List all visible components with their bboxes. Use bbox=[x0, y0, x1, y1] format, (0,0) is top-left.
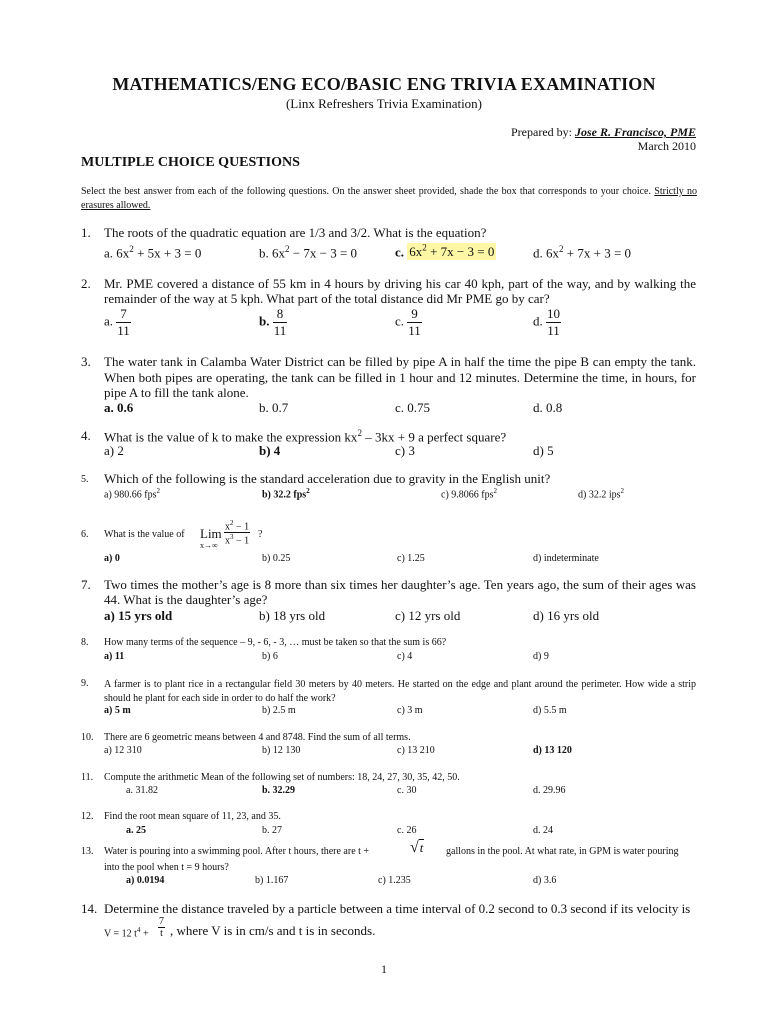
q2-c-fraction bbox=[407, 306, 422, 339]
q6-option-a: a) 0 bbox=[104, 553, 120, 564]
q13-option-b: b) 1.167 bbox=[255, 875, 289, 886]
q10-option-b: b) 12 130 bbox=[262, 745, 301, 756]
q7-option-b: b) 18 yrs old bbox=[259, 608, 326, 623]
q6-option-b: b) 0.25 bbox=[262, 553, 291, 564]
q2-a-den: 11 bbox=[117, 323, 130, 338]
q14-number: 14. bbox=[81, 901, 98, 916]
q6-fraction bbox=[224, 519, 250, 547]
q4-text bbox=[104, 428, 506, 445]
q2-text: Mr. PME covered a distance of 55 km in 4 hours by driving his car 40 kph, part of the way, and by walking the remainder of the way at 5 kph. What part of the total distance did Mr PME go by car? bbox=[104, 276, 696, 306]
q14-f-num: 7 bbox=[159, 916, 164, 927]
q1-text: The roots of the quadratic equation are 1/3 and 3/2. What is the equation? bbox=[104, 225, 487, 240]
q1-d-exp: 2 bbox=[559, 244, 564, 254]
q5-d-exp: 2 bbox=[620, 487, 624, 495]
q4-option-c: c) 3 bbox=[395, 443, 415, 458]
q6-num-exp: 2 bbox=[230, 519, 234, 527]
q5-option-d bbox=[578, 487, 624, 500]
q2-d-label: d. bbox=[533, 313, 543, 329]
q14-v-post: , where V is in cm/s and t is in seconds. bbox=[170, 923, 376, 938]
prepared-label: Prepared by: bbox=[511, 125, 575, 139]
q1-option-c bbox=[395, 243, 496, 260]
q6-denominator bbox=[224, 533, 250, 546]
q10-option-d: d) 13 120 bbox=[533, 745, 572, 756]
q13-text-post: gallons in the pool. At what rate, in GPM is water pouring bbox=[446, 846, 679, 857]
q8-option-b: b) 6 bbox=[262, 651, 278, 662]
q1-a-label: a. bbox=[104, 245, 114, 261]
q9-option-c: c) 3 m bbox=[397, 705, 423, 716]
q6-den-exp: 3 bbox=[230, 533, 234, 542]
q14-v-exp: 4 bbox=[136, 926, 141, 934]
q5-d-text: d) 32.2 ips bbox=[578, 489, 621, 501]
q13-number: 13. bbox=[81, 846, 94, 857]
q11-text: Compute the arithmetic Mean of the following set of numbers: 18, 24, 27, 30, 35, 42, 50. bbox=[104, 772, 460, 783]
q3-option-a: a. 0.6 bbox=[104, 400, 134, 415]
q2-b-num: 8 bbox=[273, 306, 288, 323]
q2-a-num: 7 bbox=[116, 306, 131, 323]
exam-title: MATHEMATICS/ENG ECO/BASIC ENG TRIVIA EXAMINATION bbox=[112, 74, 656, 94]
q3-option-b: b. 0.7 bbox=[259, 400, 289, 415]
q14-velocity-formula bbox=[104, 926, 149, 939]
q6-option-c: c) 1.25 bbox=[397, 553, 425, 564]
q13-text-2: into the pool when t = 9 hours? bbox=[104, 862, 229, 873]
q2-c-num: 9 bbox=[407, 306, 422, 323]
q1-option-b bbox=[259, 244, 357, 261]
q8-text: How many terms of the sequence – 9, - 6, - 3, … must be taken so that the sum is 66? bbox=[104, 637, 447, 648]
q2-option-c bbox=[395, 306, 422, 339]
q9-option-d: d) 5.5 m bbox=[533, 705, 567, 716]
q4-text-pre: What is the value of k to make the expression kx bbox=[104, 429, 358, 445]
q10-option-c: c) 13 210 bbox=[397, 745, 435, 756]
q12-text: Find the root mean square of 11, 23, and 35. bbox=[104, 811, 281, 822]
q9-option-b: b) 2.5 m bbox=[262, 705, 296, 716]
q2-option-d bbox=[533, 306, 561, 339]
q5-b-exp: 2 bbox=[306, 487, 310, 495]
q2-c-label: c. bbox=[395, 313, 405, 329]
prepared-by bbox=[511, 125, 696, 140]
q11-option-b: b. 32.29 bbox=[262, 785, 296, 796]
q6-text: What is the value of bbox=[104, 529, 185, 540]
q5-option-a bbox=[104, 487, 160, 500]
q8-number: 8. bbox=[81, 637, 89, 648]
q7-option-a: a) 15 yrs old bbox=[104, 608, 173, 623]
q2-a-label: a. bbox=[104, 313, 114, 329]
q1-option-d bbox=[533, 244, 631, 261]
q1-d-pre: 6x bbox=[546, 245, 559, 261]
section-title: MULTIPLE CHOICE QUESTIONS bbox=[81, 155, 300, 170]
q1-a-post: + 5x + 3 = 0 bbox=[133, 245, 202, 261]
q5-c-text: c) 9.8066 fps bbox=[441, 489, 494, 501]
q4-option-d: d) 5 bbox=[533, 443, 554, 458]
q4-number: 4. bbox=[81, 428, 91, 443]
q4-option-a: a) 2 bbox=[104, 443, 124, 458]
q12-option-c: c. 26 bbox=[397, 825, 417, 836]
q11-option-a: a. 31.82 bbox=[126, 785, 158, 796]
q5-a-text: a) 980.66 fps bbox=[104, 489, 157, 501]
q10-number: 10. bbox=[81, 732, 94, 743]
q6-numerator bbox=[224, 519, 250, 533]
q6-question-mark: ? bbox=[258, 529, 263, 540]
q1-c-label: c. bbox=[395, 244, 405, 260]
q7-option-d: d) 16 yrs old bbox=[533, 608, 600, 623]
q5-text: Which of the following is the standard acceleration due to gravity in the English unit? bbox=[104, 471, 551, 486]
q12-option-a: a. 25 bbox=[126, 825, 146, 836]
q12-number: 12. bbox=[81, 811, 94, 822]
q9-number: 9. bbox=[81, 678, 89, 689]
q13-option-c: c) 1.235 bbox=[378, 875, 411, 886]
q6-num-rest: − 1 bbox=[233, 521, 250, 533]
q2-b-fraction bbox=[273, 306, 288, 339]
instructions bbox=[81, 185, 697, 213]
q6-option-d: d) indeterminate bbox=[533, 553, 599, 564]
q14-fraction bbox=[158, 916, 165, 939]
q5-option-c bbox=[441, 487, 497, 500]
q14-text: Determine the distance traveled by a particle between a time interval of 0.2 second to 0.3 second if its velocity is bbox=[104, 901, 691, 916]
q1-b-post: − 7x − 3 = 0 bbox=[289, 245, 358, 261]
q1-number: 1. bbox=[81, 225, 91, 240]
q1-d-label: d. bbox=[533, 245, 543, 261]
q3-option-d: d. 0.8 bbox=[533, 400, 563, 415]
q13-option-d: d) 3.6 bbox=[533, 875, 557, 886]
q6-lim: Lim bbox=[200, 526, 222, 541]
q11-option-d: d. 29.96 bbox=[533, 785, 566, 796]
q2-d-den: 11 bbox=[547, 323, 560, 338]
q10-text: There are 6 geometric means between 4 and 8748. Find the sum of all terms. bbox=[104, 732, 411, 743]
q13-root: t bbox=[419, 840, 424, 855]
q8-option-d: d) 9 bbox=[533, 651, 549, 662]
q2-d-fraction bbox=[546, 306, 561, 339]
q4-option-b: b) 4 bbox=[259, 443, 281, 458]
q5-a-exp: 2 bbox=[156, 487, 160, 495]
q1-a-pre: 6x bbox=[116, 245, 130, 261]
q1-a-exp: 2 bbox=[129, 244, 134, 254]
q2-d-num: 10 bbox=[547, 306, 560, 321]
q1-b-pre: 6x bbox=[272, 245, 285, 261]
sqrt-icon: √t bbox=[410, 839, 424, 856]
q2-a-fraction bbox=[116, 306, 131, 339]
q4-exp: 2 bbox=[357, 428, 362, 438]
q3-option-c: c. 0.75 bbox=[395, 400, 431, 415]
q7-text: Two times the mother’s age is 8 more than six times her daughter’s age. Ten years ago, the sum of their ages was 44. What is the daughter’s age? bbox=[104, 577, 696, 607]
q1-c-pre: 6x bbox=[409, 244, 423, 260]
q3-text: The water tank in Calamba Water District can be filled by pipe A in half the time the pipe B can empty the tank. When both pipes are operating, the tank can be filled in 1 hour and 12 minutes. Determine the time, in hours, for pipe A to fill the tank alone. bbox=[104, 354, 696, 400]
q1-option-a bbox=[104, 244, 201, 261]
q2-option-b bbox=[259, 306, 287, 339]
q1-c-post: + 7x − 3 = 0 bbox=[426, 244, 495, 260]
q6-limit-fraction bbox=[224, 519, 250, 547]
q2-b-label: b. bbox=[259, 313, 270, 329]
q5-b-text: b) 32.2 fps bbox=[262, 489, 307, 501]
q2-c-den: 11 bbox=[408, 323, 421, 338]
q1-b-exp: 2 bbox=[285, 244, 290, 254]
q5-number: 5. bbox=[81, 474, 89, 485]
q2-option-a bbox=[104, 306, 131, 339]
exam-date: March 2010 bbox=[637, 139, 696, 153]
q11-number: 11. bbox=[81, 772, 94, 783]
q1-d-post: + 7x + 3 = 0 bbox=[563, 245, 632, 261]
q7-option-c: c) 12 yrs old bbox=[395, 608, 461, 623]
q9-text: A farmer is to plant rice in a rectangular field 30 meters by 40 meters. He started on the edge and plant around the perimeter. How wide a strip should he plant for each side in order to do half the work? bbox=[104, 679, 696, 704]
q8-option-a: a) 11 bbox=[104, 651, 125, 662]
q12-option-d: d. 24 bbox=[533, 825, 553, 836]
q6-lim-sub: x→∞ bbox=[200, 541, 218, 550]
q5-option-b bbox=[262, 487, 310, 500]
q7-number: 7. bbox=[81, 577, 91, 592]
q2-number: 2. bbox=[81, 276, 91, 291]
exam-subtitle: (Linx Refreshers Trivia Examination) bbox=[285, 96, 483, 111]
q8-option-c: c) 4 bbox=[397, 651, 413, 662]
q6-den-x: x bbox=[225, 535, 230, 547]
q11-option-c: c. 30 bbox=[397, 785, 417, 796]
q14-v-plus: + bbox=[140, 928, 149, 940]
q13-option-a: a) 0.0194 bbox=[126, 875, 165, 886]
instructions-emphasis: Strictly no erasures allowed. bbox=[81, 186, 698, 211]
q4-text-post: – 3kx + 9 a perfect square? bbox=[361, 429, 507, 445]
q1-c-exp: 2 bbox=[422, 243, 427, 253]
q14-f-den: t bbox=[160, 928, 163, 939]
q12-option-b: b. 27 bbox=[262, 825, 282, 836]
q14-v-pre: V = 12 t bbox=[104, 928, 137, 940]
q6-num-x: x bbox=[225, 521, 230, 533]
q5-c-exp: 2 bbox=[493, 487, 497, 495]
q2-b-den: 11 bbox=[273, 323, 287, 338]
q9-option-a: a) 5 m bbox=[104, 705, 131, 716]
q6-den-rest: − 1 bbox=[233, 535, 250, 547]
q13-text-pre: Water is pouring into a swimming pool. After t hours, there are t + bbox=[104, 846, 370, 857]
author-name: Jose R. Francisco, PME bbox=[574, 125, 696, 139]
q14-fraction-wrap bbox=[158, 916, 165, 939]
page-number: 1 bbox=[381, 962, 387, 976]
q1-c-highlight bbox=[407, 243, 496, 260]
q1-b-label: b. bbox=[259, 245, 269, 261]
q10-option-a: a) 12 310 bbox=[104, 745, 142, 756]
q6-number: 6. bbox=[81, 529, 89, 540]
instructions-text: Select the best answer from each of the following questions. On the answer sheet provided, shade the box that corresponds to your choice. bbox=[81, 186, 651, 197]
q3-number: 3. bbox=[81, 354, 91, 369]
